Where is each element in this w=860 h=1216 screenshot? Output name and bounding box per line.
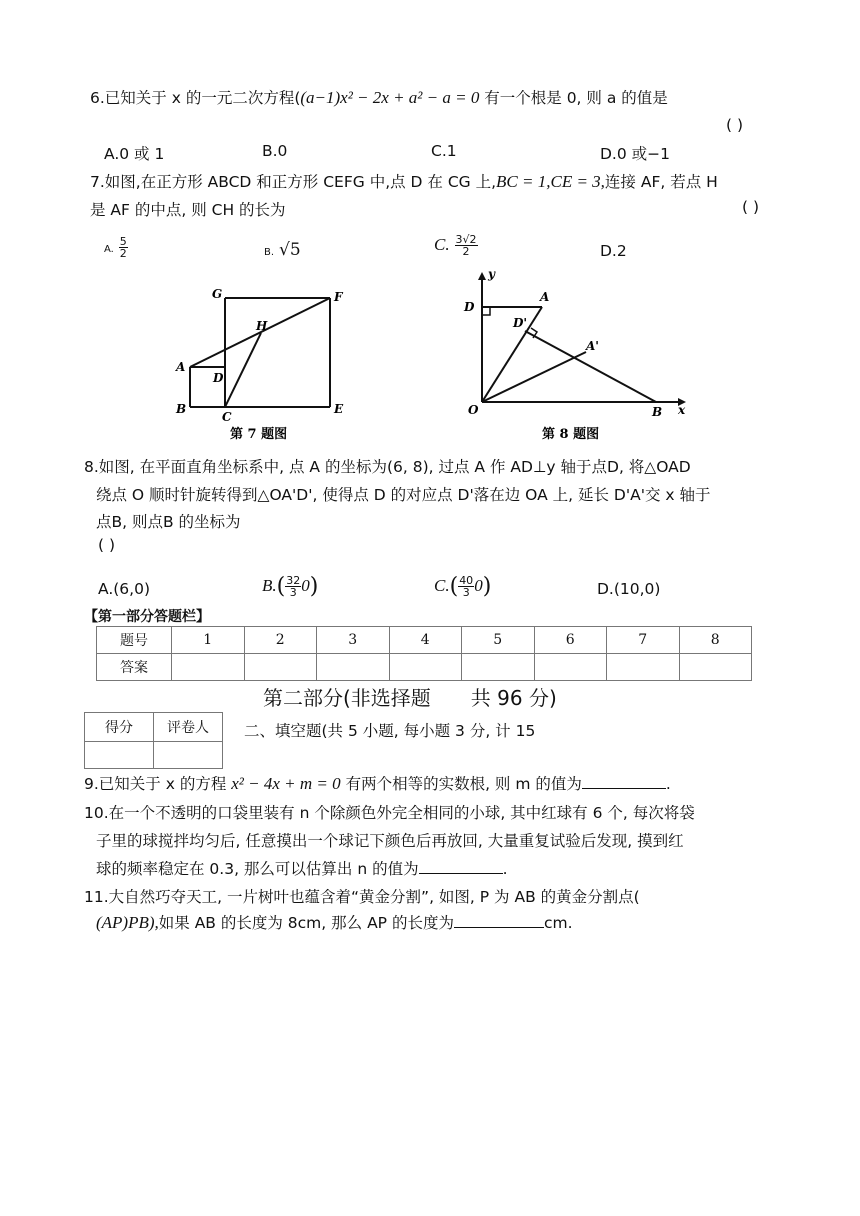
q6-stem — [90, 86, 668, 108]
fig7-label-e: E — [334, 402, 344, 416]
q7-option-a-numerator: 5 — [119, 235, 127, 248]
score-header: 得分 — [85, 713, 154, 742]
fig7-line-ch — [225, 333, 261, 407]
q8-option-c — [434, 574, 491, 599]
q8-stem-line2: 绕点 O 顺时针旋转得到△OA'D', 使得点 D 的对应点 D'落在边 OA 上, 延长 D'A'交 x 轴于 — [96, 486, 711, 504]
fig7-label-g: G — [212, 287, 223, 301]
q7-option-c-fraction — [455, 234, 478, 257]
q10-line3-text: 球的频率稳定在 0.3, 那么可以估算出 n 的值为 — [96, 860, 419, 878]
grader-cell[interactable] — [154, 742, 223, 769]
answer-table-number: 7 — [607, 627, 680, 654]
grader-header: 评卷人 — [154, 713, 223, 742]
q8-option-b-denominator: 3 — [289, 586, 297, 599]
answer-cell[interactable] — [172, 654, 245, 681]
answer-table-row-header-number: 题号 — [97, 627, 172, 654]
q7-stem-math: BC = 1,CE = 3, — [496, 172, 605, 191]
answer-table-number: 1 — [172, 627, 245, 654]
q7-option-b — [264, 240, 301, 260]
q7-stem-line2: 是 AF 的中点, 则 CH 的长为 — [90, 201, 286, 219]
q7-stem-prefix: 7.如图,在正方形 ABCD 和正方形 CEFG 中,点 D 在 CG 上, — [90, 173, 497, 191]
fig8-label-y: y — [488, 268, 495, 281]
fig7-label-f: F — [334, 290, 343, 304]
q8-stem-line3: 点B, 则点B 的坐标为 — [96, 513, 241, 531]
q6-option-d: D.0 或−1 — [600, 145, 670, 163]
q8-option-c-lparen: ( — [449, 574, 459, 599]
section-fill-blank-title: 二、填空题(共 5 小题, 每小题 3 分, 计 15 — [244, 722, 536, 740]
q8-option-b-numerator: 32 — [286, 574, 301, 587]
answer-table-number: 4 — [389, 627, 462, 654]
fig7-label-a: A — [176, 360, 186, 374]
q6-option-b: B.0 — [262, 142, 288, 160]
q8-option-b — [262, 574, 318, 599]
q11-answer-blank[interactable] — [454, 913, 544, 928]
answer-table-number: 8 — [679, 627, 752, 654]
q11-line1: 11.大自然巧夺天工, 一片树叶也蕴含着“黄金分割”, 如图, P 为 AB 的黄金分割点( — [84, 888, 640, 906]
q7-stem-line1 — [90, 170, 718, 192]
fig7-label-c: C — [222, 410, 232, 424]
q9-answer-blank[interactable] — [582, 774, 666, 789]
q8-option-d: D.(10,0) — [597, 580, 661, 598]
q9-prefix: 9.已知关于 x 的方程 — [84, 775, 232, 793]
q9-stem — [84, 772, 671, 794]
q11-line2 — [96, 911, 573, 933]
answer-cell[interactable] — [607, 654, 680, 681]
fig7-label-b: B — [176, 402, 187, 416]
q11-line2-text: 如果 AB 的长度为 8cm, 那么 AP 的长度为 — [158, 914, 454, 932]
figure-8 — [458, 268, 698, 444]
q8-option-b-fraction — [285, 575, 301, 598]
figure-7 — [170, 282, 360, 444]
q10-answer-blank[interactable] — [419, 859, 503, 874]
fig8-right-angle-d — [482, 307, 490, 315]
answer-cell[interactable] — [389, 654, 462, 681]
answer-table-number: 2 — [244, 627, 317, 654]
fig8-label-x: x — [678, 403, 686, 417]
q9-end: . — [665, 775, 671, 793]
q11-math: (AP)PB), — [96, 913, 159, 932]
q6-stem-suffix: 有一个根是 0, 则 a 的值是 — [479, 89, 668, 107]
q8-option-c-tail: 0 — [474, 576, 483, 595]
q10-line1: 10.在一个不透明的口袋里装有 n 个除颜色外完全相同的小球, 其中红球有 6 个, 每次将袋 — [84, 804, 695, 822]
fig8-label-dp: D' — [513, 316, 528, 330]
q6-answer-paren: ( ) — [726, 116, 744, 134]
q7-option-a-fraction — [119, 236, 128, 259]
q7-option-a-label: A. — [104, 244, 114, 255]
q7-option-c-numerator: 3√2 — [455, 233, 477, 246]
q7-option-d: D.2 — [600, 242, 627, 260]
score-table-value-row — [85, 742, 223, 769]
q8-option-c-label: C. — [434, 576, 450, 595]
q6-equation: (a−1)x² − 2x + a² − a = 0 — [300, 88, 480, 107]
fig8-caption: 第 8 题图 — [542, 427, 600, 442]
fig7-label-h: H — [256, 319, 268, 333]
answer-cell[interactable] — [244, 654, 317, 681]
q8-option-c-denominator: 3 — [462, 586, 470, 599]
fig8-label-d: D — [464, 300, 475, 314]
q6-option-c: C.1 — [431, 142, 457, 160]
q7-option-b-value: √5 — [278, 240, 301, 260]
q10-line2: 子里的球搅拌均匀后, 任意摸出一个球记下颜色后再放回, 大量重复试验后发现, 摸到红 — [96, 832, 684, 850]
answer-cell[interactable] — [534, 654, 607, 681]
q6-option-a: A.0 或 1 — [104, 145, 165, 163]
q9-equation: x² − 4x + m = 0 — [231, 774, 341, 793]
q8-stem-line1: 8.如图, 在平面直角坐标系中, 点 A 的坐标为(6, 8), 过点 A 作 AD⊥y 轴于点D, 将△OAD — [84, 458, 691, 476]
answer-cell[interactable] — [317, 654, 390, 681]
q11-end: cm. — [543, 914, 573, 932]
part2-title: 第二部分(非选择题 共 96 分) — [263, 686, 557, 710]
score-table — [84, 712, 223, 769]
answer-table-answer-row — [97, 654, 752, 681]
q8-option-c-fraction — [458, 575, 474, 598]
fig8-label-o: O — [468, 403, 479, 417]
q7-stem-suffix: 连接 AF, 若点 H — [604, 173, 718, 191]
q8-option-b-lparen: ( — [276, 574, 286, 599]
fig7-caption: 第 7 题图 — [230, 427, 288, 442]
q7-option-a-denominator: 2 — [119, 247, 127, 260]
answer-cell[interactable] — [679, 654, 752, 681]
q8-option-b-rparen: ) — [309, 574, 319, 599]
answer-table-number: 6 — [534, 627, 607, 654]
q8-answer-paren: ( ) — [98, 536, 116, 554]
fig8-label-a: A — [540, 290, 550, 304]
q6-stem-text: 6.已知关于 x 的一元二次方程( — [90, 89, 301, 107]
q9-suffix: 有两个相等的实数根, 则 m 的值为 — [340, 775, 582, 793]
fig7-label-d: D — [213, 371, 224, 385]
q7-option-a — [104, 236, 128, 259]
q7-option-c — [434, 234, 478, 257]
q8-option-b-tail: 0 — [301, 576, 310, 595]
answer-table-number: 3 — [317, 627, 390, 654]
fig8-y-arrow — [478, 272, 486, 280]
answer-table-title: 【第一部分答题栏】 — [84, 609, 210, 625]
score-cell[interactable] — [85, 742, 154, 769]
answer-table-number: 5 — [462, 627, 535, 654]
score-table-header-row — [85, 713, 223, 742]
q10-line3 — [96, 857, 508, 879]
fig8-label-b: B — [652, 405, 663, 419]
fig8-label-ap: A' — [586, 339, 599, 353]
answer-table — [96, 626, 752, 681]
q8-option-a: A.(6,0) — [98, 580, 151, 598]
q7-option-c-label: C. — [434, 235, 450, 254]
q8-option-c-rparen: ) — [482, 574, 492, 599]
answer-cell[interactable] — [462, 654, 535, 681]
answer-table-number-row — [97, 627, 752, 654]
q8-option-c-numerator: 40 — [459, 574, 474, 587]
q7-answer-paren: ( ) — [742, 198, 760, 216]
q10-end: . — [502, 860, 508, 878]
q7-option-b-label: B. — [264, 247, 275, 258]
answer-table-row-header-answer: 答案 — [97, 654, 172, 681]
q8-option-b-label: B. — [262, 576, 277, 595]
q7-option-c-denominator: 2 — [462, 245, 470, 258]
